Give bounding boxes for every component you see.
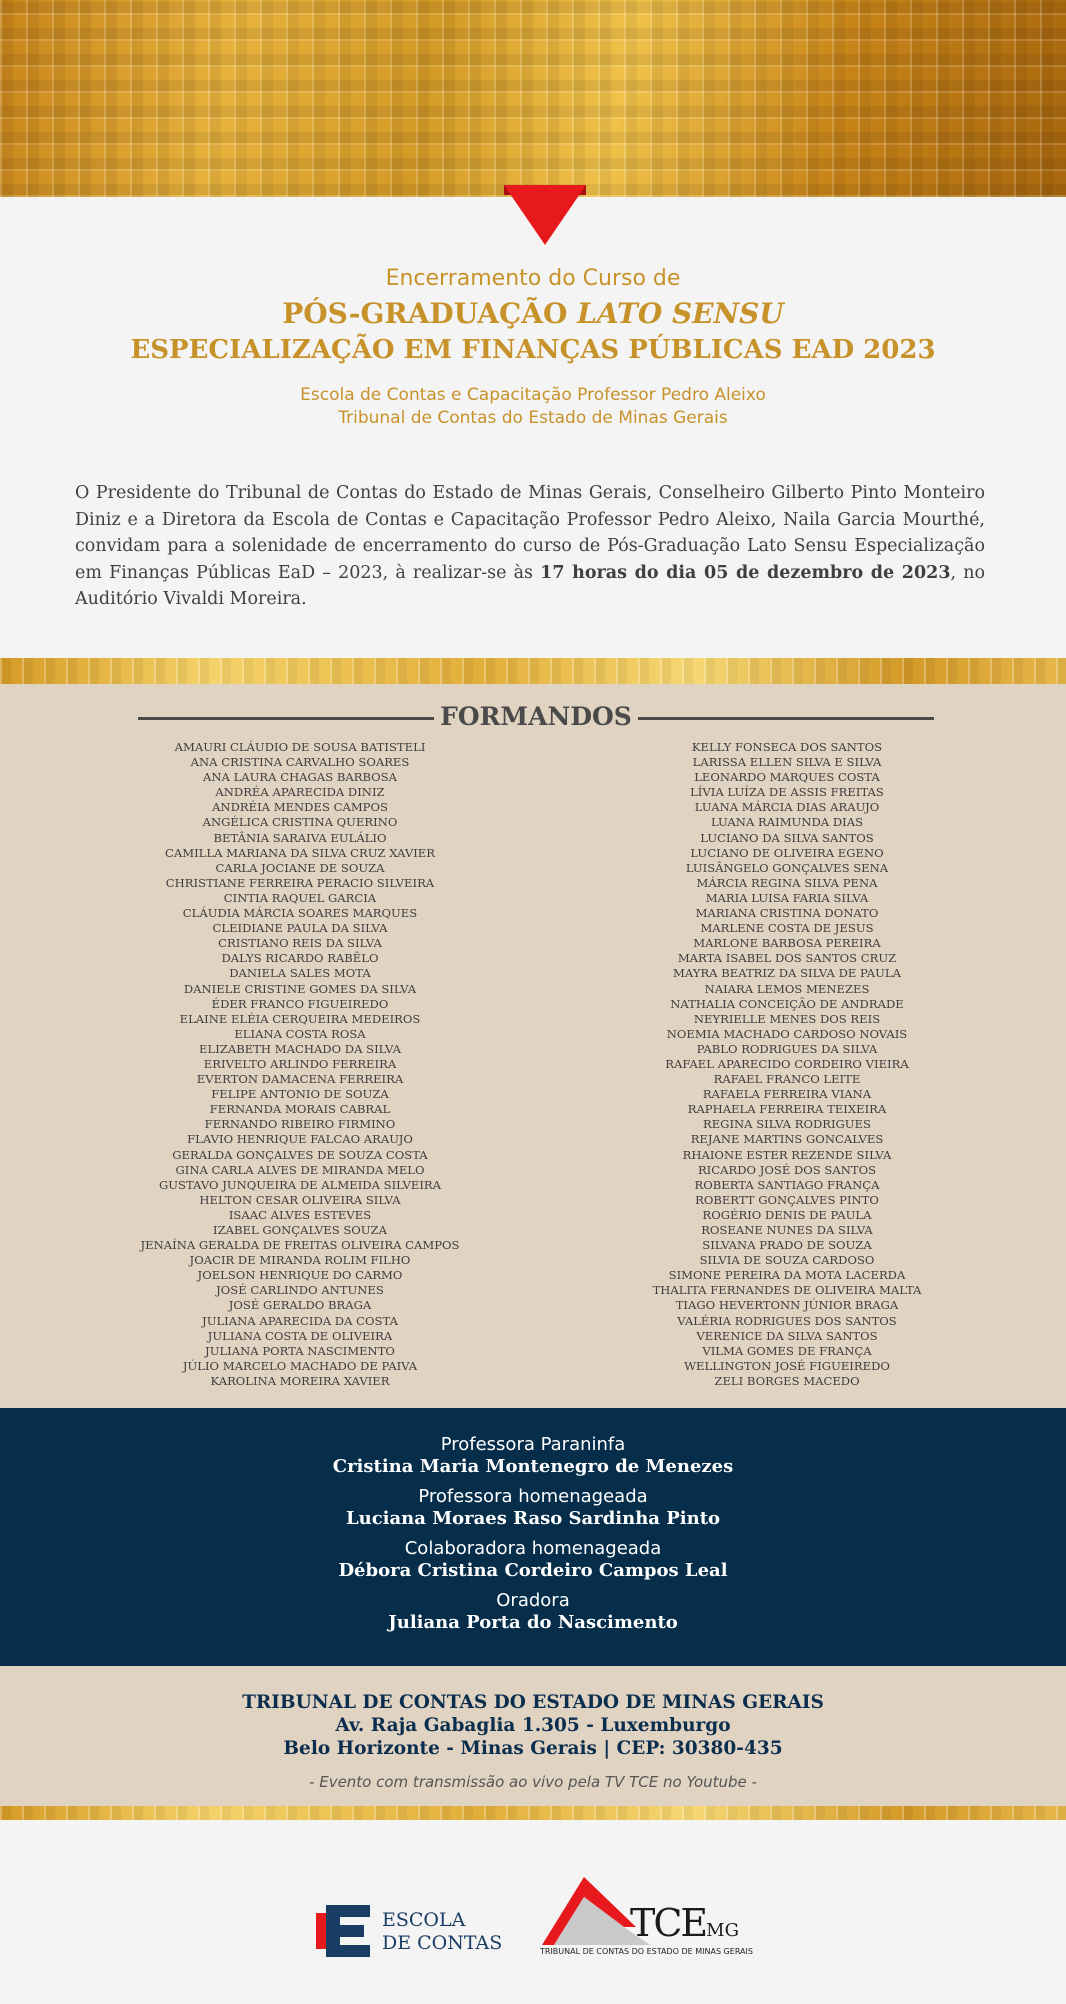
graduates-list-left: [100, 740, 500, 1389]
graduate-name: LÍVIA LUÍZA DE ASSIS FREITAS: [690, 785, 884, 800]
graduate-name: ZELI BORGES MACEDO: [714, 1373, 860, 1388]
honorees-section: [0, 1408, 1066, 1666]
graduate-name: NATHALIA CONCEIÇÃO DE ANDRADE: [670, 996, 904, 1011]
graduate-name: CINTIA RAQUEL GARCIA: [223, 890, 377, 905]
graduate-name: JULIANA APARECIDA DA COSTA: [202, 1313, 398, 1328]
tce-logo-name: [630, 1903, 739, 1951]
event-title-line2: ESPECIALIZAÇÃO EM FINANÇAS PÚBLICAS EAD 2023: [130, 335, 936, 365]
graduate-name: CLÁUDIA MÁRCIA SOARES MARQUES: [182, 906, 418, 921]
address-street: Av. Raja Gabaglia 1.305 - Luxemburgo: [335, 1715, 731, 1736]
graduate-name: MARLONE BARBOSA PEREIRA: [693, 936, 881, 951]
graduate-name: MARIANA CRISTINA DONATO: [695, 906, 879, 921]
honoree-name: Cristina Maria Montenegro de Menezes: [332, 1456, 734, 1477]
red-triangle-ribbon-icon: [504, 185, 586, 245]
graduate-name: ELAINE ELÉIA CERQUEIRA MEDEIROS: [179, 1011, 421, 1026]
graduate-name: LUISÂNGELO GONÇALVES SENA: [685, 860, 889, 875]
graduate-name: EVERTON DAMACENA FERREIRA: [196, 1072, 404, 1087]
escola-de-contas-logo: [316, 1905, 506, 1959]
graduate-name: RICARDO JOSÉ DOS SANTOS: [697, 1162, 877, 1177]
address-section: [0, 1666, 1066, 1806]
institution-line1: Escola de Contas e Capacitação Professor Pedro Aleixo: [300, 385, 766, 405]
graduates-heading-label: FORMANDOS: [440, 702, 632, 731]
honorees-list: [0, 1408, 1066, 1634]
invitation-text-end: , no Auditório Vivaldi Moreira.: [75, 562, 986, 609]
graduate-name: DANIELE CRISTINE GOMES DA SILVA: [183, 981, 417, 996]
graduate-name: MÁRCIA REGINA SILVA PENA: [696, 875, 878, 890]
honoree-name: Juliana Porta do Nascimento: [388, 1612, 678, 1633]
honoree-role: Colaboradora homenageada: [404, 1538, 662, 1559]
address-city: Belo Horizonte - Minas Gerais | CEP: 30380-435: [283, 1738, 783, 1759]
graduate-name: VALÉRIA RODRIGUES DOS SANTOS: [677, 1313, 897, 1328]
graduate-name: JULIANA COSTA DE OLIVEIRA: [207, 1328, 393, 1343]
graduate-name: VILMA GOMES DE FRANÇA: [702, 1343, 872, 1358]
escola-logo-line2: DE CONTAS: [382, 1932, 503, 1954]
graduate-name: GUSTAVO JUNQUEIRA DE ALMEIDA SILVEIRA: [158, 1177, 442, 1192]
honoree: [0, 1434, 1066, 1478]
graduate-name: GINA CARLA ALVES DE MIRANDA MELO: [175, 1162, 425, 1177]
graduate-name: CARLA JOCIANE DE SOUZA: [215, 860, 385, 875]
graduate-name: REJANE MARTINS GONCALVES: [690, 1132, 884, 1147]
graduate-name: VERENICE DA SILVA SANTOS: [696, 1328, 878, 1343]
honoree: [0, 1486, 1066, 1530]
graduate-name: GERALDA GONÇALVES DE SOUZA COSTA: [172, 1147, 428, 1162]
title-italic: LATO SENSU: [577, 297, 784, 330]
graduate-name: NEYRIELLE MENES DOS REIS: [693, 1011, 881, 1026]
graduate-name: FERNANDA MORAIS CABRAL: [209, 1102, 391, 1117]
graduate-name: FELIPE ANTONIO DE SOUZA: [211, 1087, 389, 1102]
title-prefix: PÓS-GRADUAÇÃO: [282, 297, 578, 330]
address-institution: TRIBUNAL DE CONTAS DO ESTADO DE MINAS GERAIS: [242, 1692, 824, 1713]
graduate-name: BETÂNIA SARAIVA EULÁLIO: [213, 830, 387, 845]
honoree-role: Professora Paraninfa: [440, 1434, 626, 1455]
graduate-name: AMAURI CLÁUDIO DE SOUSA BATISTELI: [174, 740, 426, 754]
graduate-name: MARTA ISABEL DOS SANTOS CRUZ: [677, 951, 897, 966]
graduate-name: LUANA RAIMUNDA DIAS: [710, 815, 864, 830]
graduate-name: FERNANDO RIBEIRO FIRMINO: [204, 1117, 396, 1132]
honoree-role: Professora homenageada: [418, 1486, 648, 1507]
tce-logo-suffix: MG: [706, 1920, 739, 1941]
invitation-date-time: 17 horas do dia 05 de dezembro de 2023: [540, 562, 951, 583]
graduate-name: SIMONE PEREIRA DA MOTA LACERDA: [668, 1268, 906, 1283]
graduate-name: JOELSON HENRIQUE DO CARMO: [197, 1268, 403, 1283]
graduate-name: KAROLINA MOREIRA XAVIER: [210, 1373, 390, 1388]
tce-logo-word: TCE: [630, 1901, 707, 1945]
graduate-name: LARISSA ELLEN SILVA E SILVA: [692, 755, 882, 770]
graduate-name: JÚLIO MARCELO MACHADO DE PAIVA: [182, 1358, 418, 1373]
graduate-name: RAFAEL FRANCO LEITE: [713, 1072, 861, 1087]
gold-divider-strip-bottom: [0, 1806, 1066, 1820]
tce-logo-subtitle: TRIBUNAL DE CONTAS DO ESTADO DE MINAS GERAIS: [540, 1947, 753, 1956]
graduate-name: CLEIDIANE PAULA DA SILVA: [212, 921, 388, 936]
graduate-name: MARLENE COSTA DE JESUS: [700, 921, 874, 936]
honoree-role: Oradora: [496, 1590, 570, 1611]
graduate-name: CHRISTIANE FERREIRA PERACIO SILVEIRA: [165, 875, 435, 890]
invitation-text: [75, 480, 985, 613]
graduate-name: ANDRÉA APARECIDA DINIZ: [215, 785, 385, 800]
graduate-name: ANDRÉIA MENDES CAMPOS: [212, 800, 388, 815]
graduate-name: MARIA LUISA FARIA SILVA: [705, 890, 869, 905]
graduate-name: RAFAELA FERREIRA VIANA: [702, 1087, 872, 1102]
gold-divider-strip: [0, 658, 1066, 684]
event-title-line1: [0, 296, 1066, 332]
escola-logo-icon: [316, 1905, 370, 1957]
graduate-name: ROBERTT GONÇALVES PINTO: [695, 1192, 879, 1207]
graduate-name: ROGÉRIO DENIS DE PAULA: [702, 1207, 872, 1222]
graduate-name: DALYS RICARDO RABÊLO: [221, 951, 379, 966]
graduate-name: DANIELA SALES MOTA: [229, 966, 371, 981]
graduate-name: ANGÉLICA CRISTINA QUERINO: [202, 815, 398, 830]
graduate-name: ROSEANE NUNES DA SILVA: [701, 1223, 873, 1237]
graduate-name: CAMILLA MARIANA DA SILVA CRUZ XAVIER: [164, 845, 435, 860]
graduate-name: IZABEL GONÇALVES SOUZA: [213, 1223, 387, 1237]
honoree-name: Luciana Moraes Raso Sardinha Pinto: [345, 1508, 721, 1529]
graduate-name: REGINA SILVA RODRIGUES: [702, 1117, 871, 1132]
graduate-name: ERIVELTO ARLINDO FERREIRA: [203, 1056, 397, 1071]
graduate-name: ELIZABETH MACHADO DA SILVA: [199, 1041, 401, 1056]
institution-block: [0, 384, 1066, 430]
graduate-name: FLAVIO HENRIQUE FALCAO ARAUJO: [187, 1132, 413, 1147]
graduate-name: RAPHAELA FERREIRA TEIXEIRA: [687, 1102, 887, 1117]
graduate-name: NOEMIA MACHADO CARDOSO NOVAIS: [666, 1026, 908, 1041]
graduate-name: TIAGO HEVERTONN JÚNIOR BRAGA: [675, 1298, 899, 1313]
gold-pattern-banner: [0, 0, 1066, 197]
escola-logo-line1: ESCOLA: [382, 1909, 466, 1931]
graduate-name: KELLY FONSECA DOS SANTOS: [691, 740, 883, 754]
graduate-name: RAFAEL APARECIDO CORDEIRO VIEIRA: [665, 1056, 909, 1071]
graduate-name: MAYRA BEATRIZ DA SILVA DE PAULA: [673, 966, 901, 981]
honoree: [0, 1538, 1066, 1582]
institution-line2: Tribunal de Contas do Estado de Minas Gerais: [338, 408, 728, 428]
graduate-name: ANA CRISTINA CARVALHO SOARES: [190, 755, 410, 770]
graduate-name: JOSÉ GERALDO BRAGA: [228, 1298, 372, 1313]
graduates-heading: [138, 700, 934, 734]
graduate-name: ELIANA COSTA ROSA: [234, 1026, 366, 1041]
graduate-name: JULIANA PORTA NASCIMENTO: [205, 1343, 395, 1358]
graduate-name: LEONARDO MARQUES COSTA: [694, 770, 880, 785]
escola-logo-text: [382, 1909, 502, 1955]
invitation-text-start: O Presidente do Tribunal de Contas do Estado de Minas Gerais, Conselheiro Gilberto Pinto Monteiro Diniz e a Diretora da Escola de Contas e Capacitação Professor Pedro Aleixo, Naila Garcia Mourthé, convidam para a solenidade de encerramento do curso de Pós-Graduação Lato Sensu Especialização em Finanças Públicas EaD – 2023, à realizar-se às: [75, 483, 985, 583]
honoree: [0, 1590, 1066, 1634]
graduate-name: HELTON CESAR OLIVEIRA SILVA: [199, 1192, 401, 1207]
logos-footer: [0, 1832, 1066, 2004]
graduate-name: LUANA MÁRCIA DIAS ARAUJO: [694, 800, 880, 815]
graduate-name: ANA LAURA CHAGAS BARBOSA: [203, 770, 397, 785]
broadcast-note: - Evento com transmissão ao vivo pela TV TCE no Youtube -: [309, 1773, 757, 1791]
graduate-name: ÉDER FRANCO FIGUEIREDO: [211, 996, 389, 1011]
graduate-name: JOSÉ CARLINDO ANTUNES: [216, 1283, 384, 1298]
graduate-name: LUCIANO DE OLIVEIRA EGENO: [690, 845, 884, 860]
graduate-name: ISAAC ALVES ESTEVES: [228, 1207, 372, 1222]
graduates-list-right: [587, 740, 987, 1389]
graduate-name: CRISTIANO REIS DA SILVA: [218, 936, 382, 951]
graduate-name: LUCIANO DA SILVA SANTOS: [700, 830, 874, 845]
graduate-name: RHAIONE ESTER REZENDE SILVA: [682, 1147, 892, 1162]
graduate-name: JOACIR DE MIRANDA ROLIM FILHO: [189, 1253, 411, 1268]
graduate-name: PABLO RODRIGUES DA SILVA: [696, 1041, 878, 1056]
event-intro: Encerramento do Curso de: [385, 266, 681, 291]
graduate-name: SILVIA DE SOUZA CARDOSO: [699, 1253, 875, 1268]
event-header: [0, 262, 1066, 430]
honoree-name: Débora Cristina Cordeiro Campos Leal: [338, 1560, 728, 1581]
graduate-name: NAIARA LEMOS MENEZES: [704, 981, 870, 996]
graduate-name: SILVANA PRADO DE SOUZA: [702, 1238, 872, 1253]
graduate-name: THALITA FERNANDES DE OLIVEIRA MALTA: [652, 1283, 922, 1298]
graduate-name: JENAÍNA GERALDA DE FREITAS OLIVEIRA CAMPOS: [140, 1238, 460, 1253]
tce-mg-logo: [540, 1875, 760, 1965]
graduate-name: ROBERTA SANTIAGO FRANÇA: [694, 1177, 880, 1192]
graduate-name: WELLINGTON JOSÉ FIGUEIREDO: [684, 1358, 890, 1373]
